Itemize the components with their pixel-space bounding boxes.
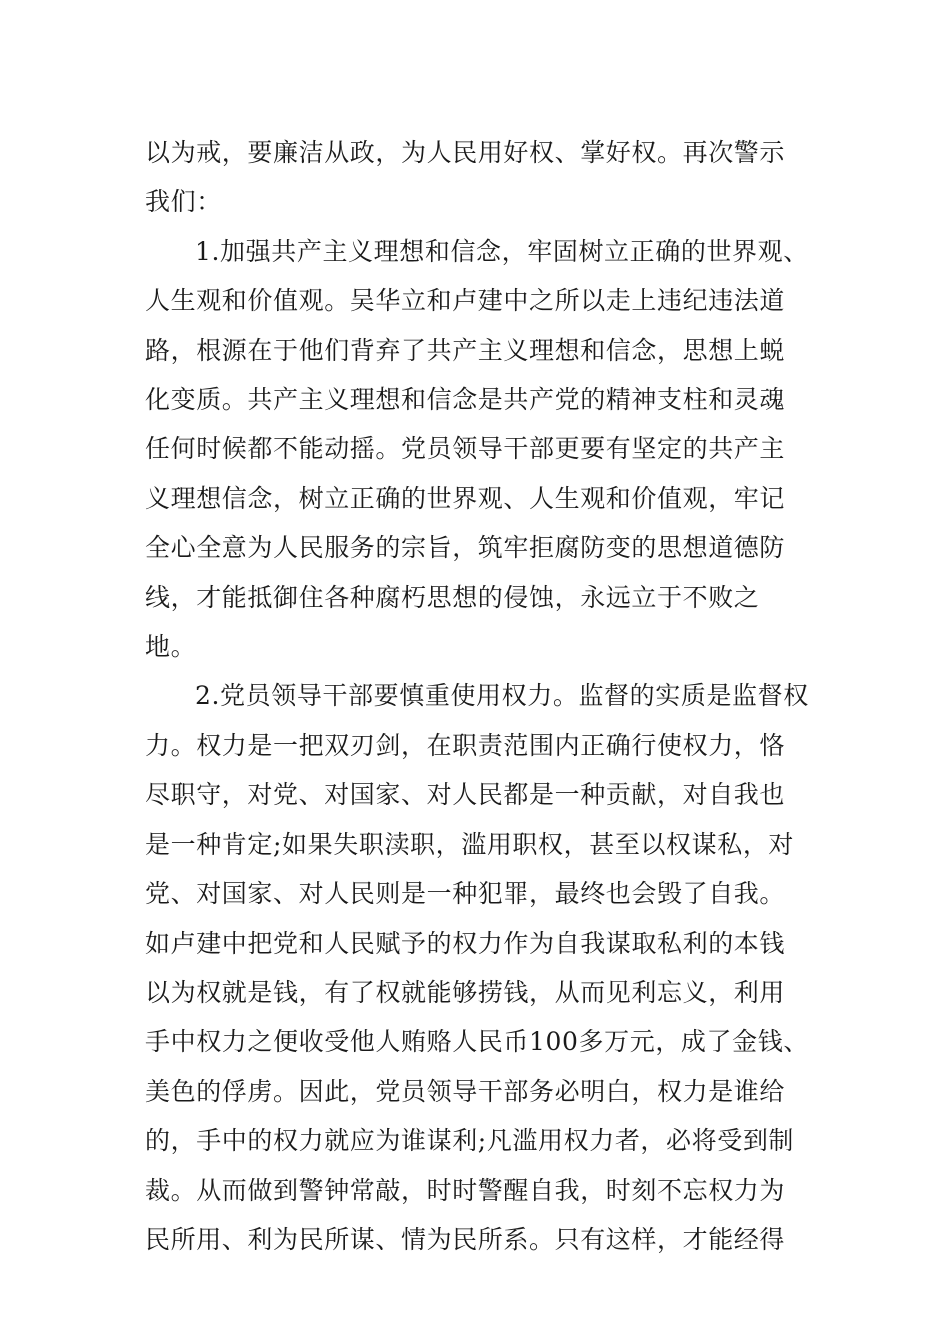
paragraph-intro: 以为戒，要廉洁从政，为人民用好权、掌好权。再次警示我们： xyxy=(145,138,786,217)
paragraph-point-1: 1.加强共产主义理想和信念，牢固树立正确的世界观、人生观和价值观。吴华立和卢建中之所以走上违纪违法道路，根源在于他们背弃了共产主义理想和信念，思想上蜕化变质。共产主义理想和信念是共产党的精神支柱和灵魂任何时候都不能动摇。党员领导干部更要有坚定的共产主义理想信念，树立正确的世界观、人生观和价值观，牢记全心全意为人民服务的宗旨，筑牢拒腐防变的思想道德防线，才能抵御住各种腐朽思想的侵蚀，永远立于不败之地。 xyxy=(145,236,809,662)
paragraph-point-2: 2.党员领导干部要慎重使用权力。监督的实质是监督权力。权力是一把双刃剑，在职责范围内正确行使权力，恪尽职守，对党、对国家、对人民都是一种贡献，对自我也是一种肯定;如果失职渎职，滥用职权，甚至以权谋私，对党、对国家、对人民则是一种犯罪，最终也会毁了自我。如卢建中把党和人民赋予的权力作为自我谋取私利的本钱以为权就是钱，有了权就能够捞钱，从而见利忘义，利用手中权力之便收受他人贿赂人民币100多万元，成了金钱、美色的俘虏。因此，党员领导干部务必明白，权力是谁给的，手中的权力就应为谁谋利;凡滥用权力者，必将受到制裁。从而做到警钟常敲，时时警醒自我，时刻不忘权力为民所用、利为民所谋、情为民所系。只有这样，才能经得 xyxy=(145,681,809,1254)
body-text xyxy=(145,128,810,1264)
